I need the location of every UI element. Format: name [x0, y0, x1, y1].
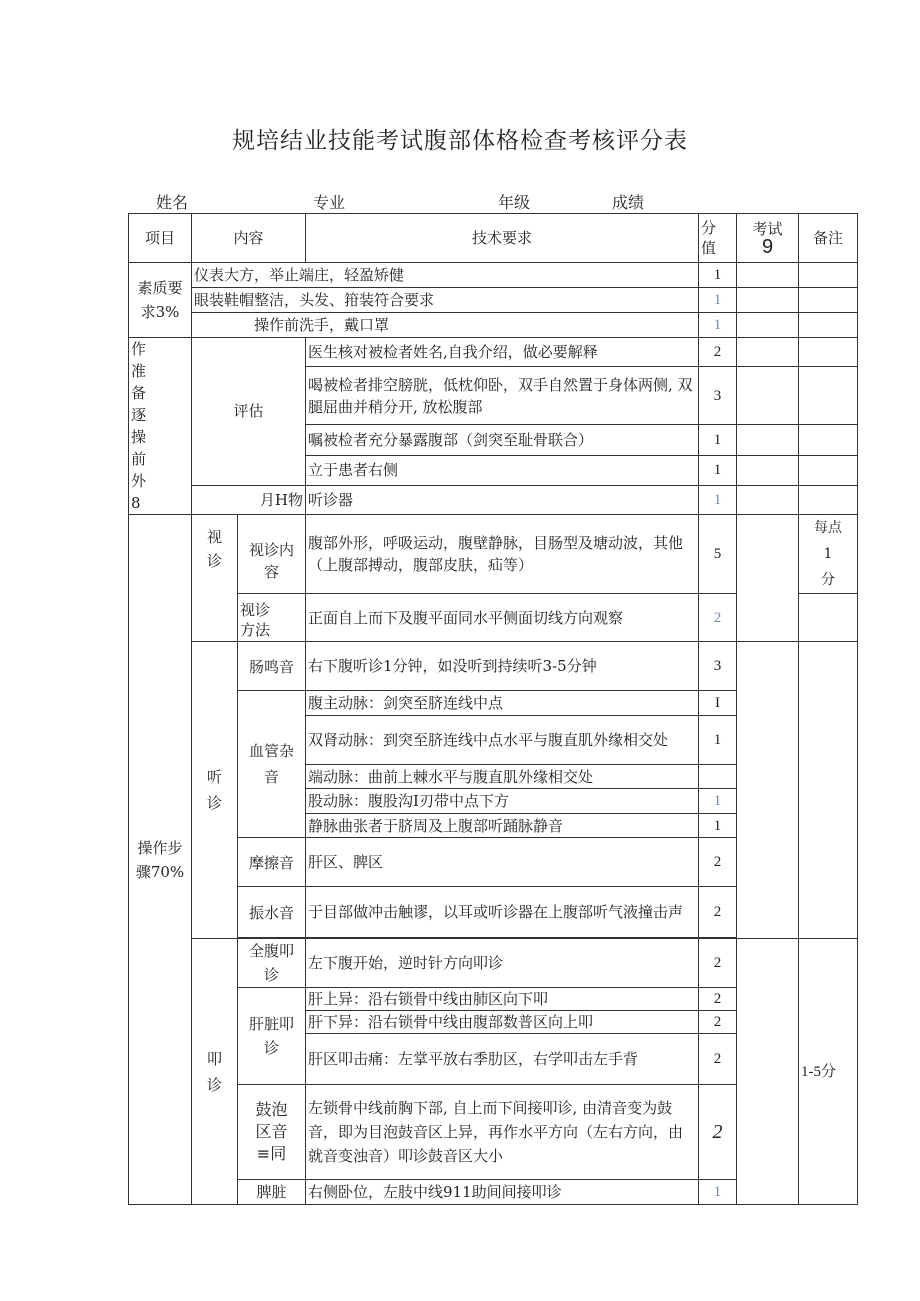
remark-cell [799, 338, 858, 367]
header-exam-number: 9 [761, 236, 774, 258]
prep-items-label: 月H物 [192, 485, 306, 514]
quality-text: 眼装鞋帽整洁，头发、箝装符合要求 [192, 288, 699, 313]
vascular-text: 端动脉：曲前上棘水平与腹直肌外缘相交处 [306, 765, 699, 789]
grade-label: 年级 [498, 193, 531, 212]
vascular-score: I [699, 691, 737, 716]
auscult-friction-label: 摩擦音 [238, 838, 306, 887]
prep-score: 1 [699, 425, 737, 455]
exam-cell [737, 515, 799, 642]
auscult-splash-text: 于目部做冲击触谬，以耳或听诊器在上腹部听气液撞击声 [306, 887, 699, 938]
header-score: 分 值 [699, 214, 737, 263]
quality-text: 操作前洗手，戴口罩 [192, 313, 699, 338]
vascular-text: 双肾动脉：到突至脐连线中点水平与腹直肌外缘相交处 [306, 716, 699, 765]
vascular-text: 股动脉：腹股沟I刃带中点下方 [306, 789, 699, 814]
inspect-remark: 每点 1 分 [799, 515, 858, 594]
vascular-score: 1 [699, 814, 737, 838]
table-row [129, 338, 858, 367]
remark-cell [799, 313, 858, 338]
percuss-drum-label: 鼓泡 区音 ≡同 [238, 1085, 306, 1180]
table-row [129, 485, 858, 514]
prep-label: 作 准 备 逐 操 前 外 8 [129, 338, 192, 515]
table-row [129, 939, 858, 988]
table-row [129, 642, 858, 691]
inspect-content-label: 视诊内 容 [238, 515, 306, 594]
prep-text: 立于患者右侧 [306, 455, 699, 485]
percuss-whole-label: 全腹叩 诊 [238, 939, 306, 988]
liver-text: 肝区叩击痛：左掌平放右季肋区，右学叩击左手背 [306, 1034, 699, 1085]
table-row [129, 288, 858, 313]
liver-score: 2 [699, 988, 737, 1011]
auscult-bowel-text: 右下腹听诊1分钟，如没听到持续听3-5分钟 [306, 642, 699, 691]
exam-cell [737, 367, 799, 425]
percuss-liver-label: 肝脏叩 诊 [238, 988, 306, 1085]
auscult-bowel-score: 3 [699, 642, 737, 691]
prep-items-score: 1 [699, 485, 737, 514]
inspect-content-text: 腹部外形，呼吸运动，腹壁静脉，目肠型及塘动波，其他（上腹部搏动，腹部皮肤，疝等） [306, 515, 699, 594]
exam-cell [737, 338, 799, 367]
exam-cell [737, 288, 799, 313]
exam-cell [737, 642, 799, 939]
prep-score: 1 [699, 455, 737, 485]
vascular-text: 腹主动脉：剑突至脐连线中点 [306, 691, 699, 716]
remark-cell [799, 594, 858, 642]
liver-score: 2 [699, 1034, 737, 1085]
exam-cell [737, 425, 799, 455]
percuss-label: 叩 诊 [192, 939, 238, 1205]
percuss-spleen-score: 1 [699, 1180, 737, 1205]
auscult-label: 听 诊 [192, 642, 238, 939]
percuss-whole-text: 左下腹开始，逆时针方向叩诊 [306, 939, 699, 988]
exam-cell [737, 455, 799, 485]
remark-cell [799, 485, 858, 514]
inspect-label: 视 诊 [192, 515, 238, 642]
remark-cell [799, 425, 858, 455]
inspect-method-label: 视诊 方法 [238, 594, 306, 642]
quality-score: 1 [699, 263, 737, 288]
percuss-spleen-label: 脾脏 [238, 1180, 306, 1205]
vascular-score: 1 [699, 789, 737, 814]
header-exam-label: 考试 [752, 220, 783, 238]
quality-score: 1 [699, 288, 737, 313]
header-item: 项目 [129, 214, 192, 263]
percuss-whole-score: 2 [699, 939, 737, 988]
prep-score: 3 [699, 367, 737, 425]
auscult-splash-label: 振水音 [238, 887, 306, 938]
exam-cell [737, 263, 799, 288]
steps-label: 操作步 骤70% [129, 515, 192, 1205]
prep-score: 2 [699, 338, 737, 367]
quality-text: 仪表大方，举止端庄，轻盈矫健 [192, 263, 699, 288]
liver-text: 肝上异：沿右锁骨中线由肺区向下叩 [306, 988, 699, 1011]
remark-cell [799, 455, 858, 485]
result-label: 成绩 [612, 193, 645, 212]
prep-text: 喝被检者排空膀胱，低枕仰卧，双手自然置于身体两侧, 双腿屈曲并稍分开, 放松腹部 [306, 367, 699, 425]
auscult-friction-score: 2 [699, 838, 737, 887]
name-label: 姓名 [156, 193, 189, 212]
vascular-text: 静脉曲张者于脐周及上腹部听踊脉静音 [306, 814, 699, 838]
header-remark: 备注 [799, 214, 858, 263]
inspect-method-score: 2 [699, 594, 737, 642]
percuss-drum-text: 左锁骨中线前胸下部, 自上而下间接叩诊, 由清音变为鼓音，即为目泡鼓音区上异，再作水平方向（左右方向，由就音变浊音）叩诊鼓音区大小 [306, 1085, 699, 1180]
remark-cell [799, 642, 858, 939]
auscult-bowel-label: 肠鸣音 [238, 642, 306, 691]
table-row [129, 313, 858, 338]
major-label: 专业 [313, 193, 346, 212]
quality-label: 素质要 求3% [129, 263, 192, 338]
remark-cell [799, 367, 858, 425]
percuss-spleen-text: 右侧卧位，左肢中线911助间间接叩诊 [306, 1180, 699, 1205]
exam-cell [737, 485, 799, 514]
exam-cell [737, 939, 799, 1205]
header-requirement: 技术要求 [306, 214, 699, 263]
remark-cell [799, 263, 858, 288]
prep-text: 嘱被检者充分暴露腹部（剑突至耻骨联合） [306, 425, 699, 455]
score-table [128, 213, 858, 1205]
prep-items-text: 听诊器 [306, 485, 699, 514]
liver-text: 肝下异：沿右锁骨中线由腹部数普区向上叩 [306, 1011, 699, 1034]
prep-text: 医生核对被检者姓名,自我介绍，做必要解释 [306, 338, 699, 367]
liver-score: 2 [699, 1011, 737, 1034]
exam-cell [737, 313, 799, 338]
inspect-method-text: 正面自上而下及腹平面同水平侧面切线方向观察 [306, 594, 699, 642]
table-row [129, 515, 858, 594]
percuss-remark: 1-5分 [799, 939, 858, 1205]
header-row [129, 214, 858, 263]
quality-score: 1 [699, 313, 737, 338]
auscult-friction-text: 肝区、脾区 [306, 838, 699, 887]
inspect-content-score: 5 [699, 515, 737, 594]
page-title: 规培结业技能考试腹部体格检查考核评分表 [232, 128, 688, 154]
table-row [129, 263, 858, 288]
prep-assess-label: 评估 [192, 338, 306, 486]
vascular-score: 1 [699, 716, 737, 765]
header-content: 内容 [192, 214, 306, 263]
vascular-score [699, 765, 737, 789]
percuss-drum-score: 2 [699, 1085, 737, 1180]
auscult-vascular-label: 血管杂 音 [238, 691, 306, 838]
auscult-splash-score: 2 [699, 887, 737, 938]
header-exam [737, 214, 799, 263]
remark-cell [799, 288, 858, 313]
